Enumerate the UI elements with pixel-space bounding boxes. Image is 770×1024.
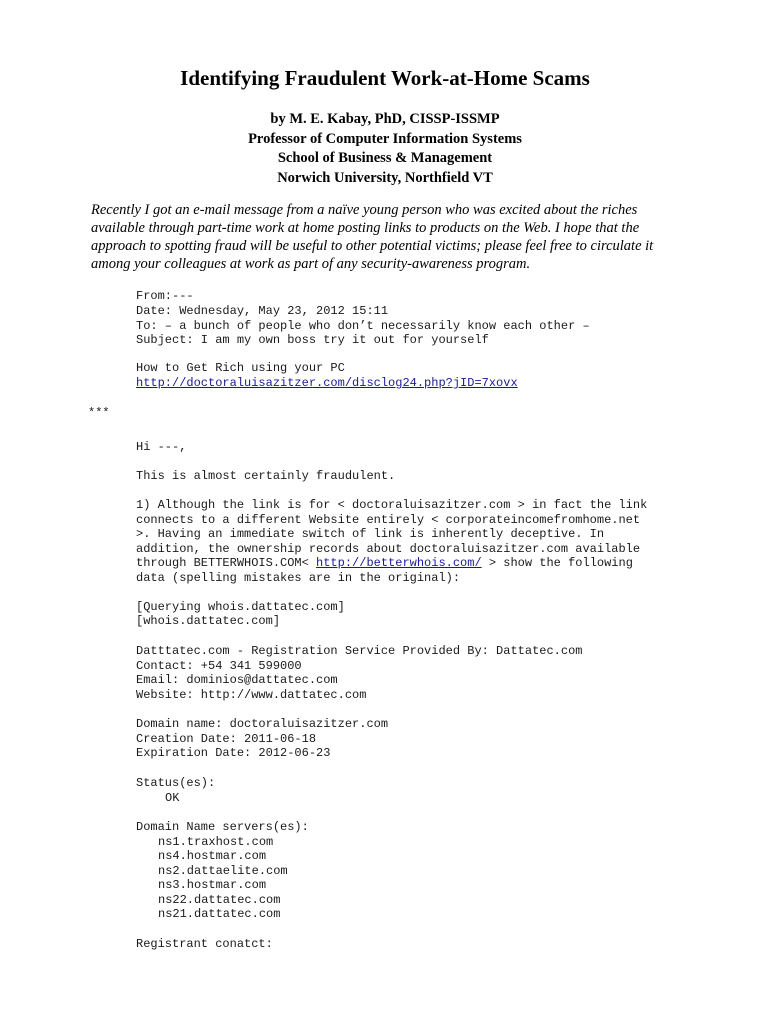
- author-name: by M. E. Kabay, PhD, CISSP-ISSMP: [270, 111, 500, 127]
- reply-point-line: >. Having an immediate switch of link is inherently deceptive. In: [136, 527, 605, 541]
- reply-point-line: 1) Although the link is for < doctoraluisazitzer.com > in fact the link: [136, 498, 648, 512]
- separator: ***: [88, 406, 110, 420]
- whois-website: Website: http://www.dattatec.com: [136, 688, 367, 702]
- email-date: Date: Wednesday, May 23, 2012 15:11: [136, 304, 389, 318]
- whois-service: Datttatec.com - Registration Service Provided By: Dattatec.com: [136, 644, 583, 658]
- whois-query: [whois.dattatec.com]: [136, 614, 281, 628]
- whois-contact: Contact: +54 341 599000: [136, 659, 302, 673]
- reply-point-line: data (spelling mistakes are in the original):: [136, 571, 461, 585]
- email-body-line: How to Get Rich using your PC: [136, 361, 345, 375]
- betterwhois-link[interactable]: http://betterwhois.com/: [316, 556, 482, 570]
- whois-nameserver: ns4.hostmar.com: [158, 849, 267, 863]
- whois-domain: Domain name: doctoraluisazitzer.com: [136, 717, 389, 731]
- intro-line: available through part-time work at home posting links to products on the Web. I hope that the: [91, 220, 640, 236]
- whois-status-label: Status(es):: [136, 776, 216, 790]
- whois-nameserver: ns1.traxhost.com: [158, 835, 274, 849]
- email-body-link[interactable]: http://doctoraluisazitzer.com/disclog24.php?jID=7xovx: [136, 376, 518, 390]
- whois-created: Creation Date: 2011-06-18: [136, 732, 317, 746]
- author-title: Professor of Computer Information Systems: [248, 130, 522, 147]
- whois-email: Email: dominios@dattatec.com: [136, 673, 338, 687]
- email-subject: Subject: I am my own boss try it out for yourself: [136, 333, 489, 347]
- email-to: To: – a bunch of people who don’t necessarily know each other –: [136, 319, 590, 333]
- whois-query: [Querying whois.dattatec.com]: [136, 600, 345, 614]
- reply-verdict: This is almost certainly fraudulent.: [136, 469, 396, 483]
- intro-paragraph: [91, 201, 691, 273]
- whois-ns-label: Domain Name servers(es):: [136, 820, 309, 834]
- email-from: From:---: [136, 289, 194, 303]
- reply-point-line: [136, 556, 633, 571]
- reply-greeting: Hi ---,: [136, 440, 187, 454]
- author-school: School of Business & Management: [277, 150, 493, 166]
- intro-line: among your colleagues at work as part of any security-awareness program.: [91, 256, 531, 272]
- reply-point-text: through BETTERWHOIS.COM<: [136, 556, 317, 570]
- whois-nameserver: ns3.hostmar.com: [158, 878, 267, 892]
- author-university: Norwich University, Northfield VT: [277, 169, 493, 186]
- reply-point-line: connects to a different Website entirely < corporateincomefromhome.net: [136, 513, 641, 527]
- whois-nameserver: ns22.dattatec.com: [158, 893, 281, 907]
- reply-point-text: > show the following: [481, 556, 633, 570]
- whois-nameserver: ns2.dattaelite.com: [158, 864, 288, 878]
- intro-line: approach to spotting fraud will be useful to other potential victims; please feel free to circulate it: [91, 238, 654, 254]
- whois-nameserver: ns21.dattatec.com: [158, 907, 281, 921]
- author-byline: [0, 110, 770, 188]
- whois-status-value: OK: [165, 791, 180, 805]
- intro-line: Recently I got an e-mail message from a naïve young person who was excited about the riches: [91, 202, 638, 218]
- document-title: Identifying Fraudulent Work-at-Home Scams: [180, 66, 590, 90]
- whois-expires: Expiration Date: 2012-06-23: [136, 746, 331, 760]
- reply-point-line: addition, the ownership records about doctoraluisazitzer.com available: [136, 542, 641, 556]
- whois-registrant-label: Registrant conatct:: [136, 937, 273, 951]
